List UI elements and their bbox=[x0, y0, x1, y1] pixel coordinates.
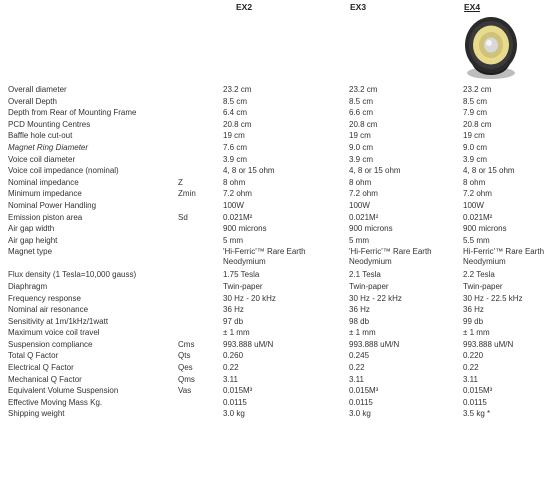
spec-label: Magnet type bbox=[8, 247, 53, 257]
spec-symbol bbox=[178, 201, 223, 213]
spec-value-ex3: 5 mm bbox=[349, 235, 369, 245]
spec-value-ex3: 9.0 cm bbox=[349, 142, 374, 152]
spec-value-ex3: 30 Hz - 22 kHz bbox=[349, 293, 402, 303]
spec-value-ex4: ± 1 mm bbox=[463, 328, 490, 338]
spec-row bbox=[8, 398, 558, 410]
spec-value-ex2: 20.8 cm bbox=[223, 119, 252, 129]
spec-row bbox=[8, 351, 558, 363]
spec-value-ex4: 900 microns bbox=[463, 224, 507, 234]
spec-row bbox=[8, 409, 558, 421]
spec-value-ex2: 3.11 bbox=[223, 374, 238, 384]
spec-value-ex4: 19 cm bbox=[463, 131, 485, 141]
spec-value-ex4: 8.5 cm bbox=[463, 96, 488, 106]
spec-label: Electrical Q Factor bbox=[8, 363, 74, 373]
spec-value-ex3: 6.6 cm bbox=[349, 108, 374, 118]
spec-row bbox=[8, 305, 558, 317]
spec-symbol: Qts bbox=[178, 351, 191, 361]
spec-symbol: Sd bbox=[178, 212, 188, 222]
spec-row bbox=[8, 166, 558, 178]
spec-row bbox=[8, 294, 558, 306]
spec-value-ex4: Twin-paper bbox=[463, 281, 503, 291]
spec-value-ex4: 3.9 cm bbox=[463, 154, 488, 164]
spec-symbol bbox=[178, 108, 223, 120]
spec-symbol bbox=[178, 294, 223, 306]
spec-symbol bbox=[178, 85, 223, 97]
spec-symbol bbox=[178, 317, 223, 329]
spec-row bbox=[8, 282, 558, 294]
spec-value-ex3: 7.2 ohm bbox=[349, 189, 378, 199]
spec-value-ex2: 3.0 kg bbox=[223, 409, 245, 419]
spec-label: Magnet Ring Diameter bbox=[8, 142, 89, 152]
spec-label: Equivalent Volume Suspension bbox=[8, 386, 119, 396]
spec-value-ex3: 100W bbox=[349, 200, 370, 210]
speaker-image[interactable] bbox=[463, 13, 519, 81]
spec-label: Baffle hole cut-out bbox=[8, 131, 73, 141]
spec-value-ex4: 0.220 bbox=[463, 351, 484, 361]
spec-symbol bbox=[178, 131, 223, 143]
spec-row bbox=[8, 108, 558, 120]
spec-label: Frequency response bbox=[8, 293, 81, 303]
spec-value-ex2: 6.4 cm bbox=[223, 108, 248, 118]
spec-value-ex3: 8 ohm bbox=[349, 177, 372, 187]
spec-value-ex3: 3.11 bbox=[349, 374, 364, 384]
spec-label: Diaphragm bbox=[8, 281, 48, 291]
spec-label: Emission piston area bbox=[8, 212, 83, 222]
spec-value-ex4: 0.015M³ bbox=[463, 386, 493, 396]
spec-value-ex3: 2.1 Tesla bbox=[349, 270, 381, 280]
spec-value-ex3: 4, 8 or 15 ohm bbox=[349, 166, 401, 176]
spec-label: Effective Moving Mass Kg. bbox=[8, 397, 103, 407]
spec-label: Maximum voice coil travel bbox=[8, 328, 100, 338]
spec-value-ex3: 0.0115 bbox=[349, 397, 373, 407]
spec-value-ex2: 97 db bbox=[223, 316, 244, 326]
spec-value-ex4: 4, 8 or 15 ohm bbox=[463, 166, 515, 176]
spec-symbol bbox=[178, 97, 223, 109]
spec-value-ex2: 5 mm bbox=[223, 235, 243, 245]
spec-row bbox=[8, 317, 558, 329]
spec-symbol: Qms bbox=[178, 374, 195, 384]
spec-value-ex4: 0.021M² bbox=[463, 212, 493, 222]
spec-value-ex4: 3.11 bbox=[463, 374, 478, 384]
spec-value-ex3: 20.8 cm bbox=[349, 119, 378, 129]
spec-value-ex4: 7.9 cm bbox=[463, 108, 488, 118]
spec-row bbox=[8, 224, 558, 236]
spec-value-ex3: 0.22 bbox=[349, 363, 365, 373]
spec-symbol: Cms bbox=[178, 339, 195, 349]
spec-value-ex2: 8 ohm bbox=[223, 177, 246, 187]
spec-label: Air gap width bbox=[8, 224, 55, 234]
spec-value-ex3: 3.0 kg bbox=[349, 409, 371, 419]
spec-value-ex3: 19 cm bbox=[349, 131, 371, 141]
spec-symbol bbox=[178, 155, 223, 167]
spec-row bbox=[8, 375, 558, 387]
spec-value-ex3: 900 microns bbox=[349, 224, 393, 234]
column-header-ex4[interactable]: EX4 bbox=[464, 2, 481, 12]
spec-row bbox=[8, 120, 558, 132]
spec-label: Suspension compliance bbox=[8, 339, 93, 349]
spec-symbol bbox=[178, 236, 223, 248]
spec-row bbox=[8, 213, 558, 225]
spec-symbol bbox=[178, 409, 223, 421]
spec-symbol bbox=[178, 270, 223, 282]
spec-value-ex3: 0.021M² bbox=[349, 212, 379, 222]
spec-value-ex2: 19 cm bbox=[223, 131, 245, 141]
spec-value-ex2: 993.888 uM/N bbox=[223, 339, 274, 349]
spec-value-ex2: 23.2 cm bbox=[223, 85, 252, 94]
spec-value-ex2: 7.2 ohm bbox=[223, 189, 252, 199]
spec-label: Air gap height bbox=[8, 235, 58, 245]
spec-row bbox=[8, 143, 558, 155]
spec-value-ex3: 0.015M³ bbox=[349, 386, 379, 396]
spec-label: Mechanical Q Factor bbox=[8, 374, 82, 384]
spec-symbol: Qes bbox=[178, 363, 193, 373]
spec-value-ex3: Twin-paper bbox=[349, 281, 389, 291]
spec-symbol: Zmin bbox=[178, 189, 196, 199]
spec-label: Flux density (1 Tesla=10,000 gauss) bbox=[8, 270, 137, 280]
spec-value-ex4: 99 db bbox=[463, 316, 484, 326]
spec-label: Nominal air resonance bbox=[8, 305, 89, 315]
spec-value-ex2: 8.5 cm bbox=[223, 96, 248, 106]
spec-row bbox=[8, 155, 558, 167]
spec-label: Minimum impedance bbox=[8, 189, 82, 199]
spec-value-ex4: 0.0115 bbox=[463, 397, 487, 407]
spec-value-ex2: 0.021M² bbox=[223, 212, 253, 222]
spec-value-ex2: 4, 8 or 15 ohm bbox=[223, 166, 275, 176]
spec-table bbox=[8, 85, 558, 421]
spec-label: PCD Mounting Centres bbox=[8, 119, 91, 129]
spec-value-ex2: 36 Hz bbox=[223, 305, 244, 315]
spec-value-ex3: 993.888 uM/N bbox=[349, 339, 400, 349]
spec-symbol bbox=[178, 143, 223, 155]
spec-row bbox=[8, 189, 558, 201]
spec-value-ex4: 36 Hz bbox=[463, 305, 484, 315]
spec-value-ex4: 100W bbox=[463, 200, 484, 210]
spec-symbol bbox=[178, 120, 223, 132]
spec-value-ex2: 3.9 cm bbox=[223, 154, 248, 164]
spec-label: Overall Depth bbox=[8, 96, 57, 106]
spec-value-ex2: 0.015M³ bbox=[223, 386, 253, 396]
spec-value-ex2: 7.6 cm bbox=[223, 142, 248, 152]
spec-row bbox=[8, 85, 558, 97]
spec-row bbox=[8, 386, 558, 398]
spec-symbol bbox=[178, 247, 223, 270]
spec-symbol bbox=[178, 398, 223, 410]
spec-value-ex4: 7.2 ohm bbox=[463, 189, 492, 199]
spec-value-ex3: 0.245 bbox=[349, 351, 370, 361]
spec-row bbox=[8, 201, 558, 213]
spec-value-ex2: ± 1 mm bbox=[223, 328, 250, 338]
spec-value-ex3: 3.9 cm bbox=[349, 154, 374, 164]
spec-label: Voice coil diameter bbox=[8, 154, 76, 164]
spec-value-ex4: 3.5 kg * bbox=[463, 409, 491, 419]
spec-value-ex2: 30 Hz - 20 kHz bbox=[223, 293, 276, 303]
spec-row bbox=[8, 97, 558, 109]
spec-value-ex3: 98 db bbox=[349, 316, 370, 326]
spec-value-ex3: 8.5 cm bbox=[349, 96, 374, 106]
spec-value-ex2: Twin-paper bbox=[223, 281, 263, 291]
spec-value-ex4: Hi-Ferric'™ Rare Earth Neodymium bbox=[463, 247, 545, 267]
spec-value-ex2: 100W bbox=[223, 200, 244, 210]
spec-value-ex2: 0.0115 bbox=[223, 397, 247, 407]
spec-value-ex2: 0.260 bbox=[223, 351, 244, 361]
spec-label: Sensitivity at 1m/1kHz/1watt bbox=[8, 316, 109, 326]
spec-value-ex3: 'Hi-Ferric'™ Rare Earth Neodymium bbox=[349, 247, 432, 267]
spec-value-ex2: 900 microns bbox=[223, 224, 267, 234]
spec-row bbox=[8, 178, 558, 190]
spec-label: Nominal Power Handling bbox=[8, 200, 97, 210]
spec-row bbox=[8, 247, 558, 270]
spec-value-ex4: 5.5 mm bbox=[463, 235, 490, 245]
spec-value-ex2: 'Hi-Ferric'™ Rare Earth Neodymium bbox=[223, 247, 306, 267]
spec-label: Nominal impedance bbox=[8, 177, 79, 187]
spec-value-ex4: 2.2 Tesla bbox=[463, 270, 495, 280]
spec-symbol bbox=[178, 166, 223, 178]
spec-symbol: Z bbox=[178, 177, 183, 187]
spec-symbol bbox=[178, 282, 223, 294]
spec-label: Shipping weight bbox=[8, 409, 65, 419]
spec-symbol: Vas bbox=[178, 386, 192, 396]
column-header-ex2: EX2 bbox=[236, 2, 253, 12]
spec-value-ex3: ± 1 mm bbox=[349, 328, 376, 338]
spec-row bbox=[8, 131, 558, 143]
spec-row bbox=[8, 363, 558, 375]
spec-value-ex4: 8 ohm bbox=[463, 177, 486, 187]
spec-row bbox=[8, 236, 558, 248]
spec-value-ex4: 9.0 cm bbox=[463, 142, 488, 152]
spec-row bbox=[8, 270, 558, 282]
spec-value-ex4: 20.8 cm bbox=[463, 119, 492, 129]
spec-value-ex2: 0.22 bbox=[223, 363, 239, 373]
spec-symbol bbox=[178, 305, 223, 317]
spec-value-ex4: 0.22 bbox=[463, 363, 479, 373]
spec-value-ex3: 23.2 cm bbox=[349, 85, 378, 94]
spec-value-ex2: 1.75 Tesla bbox=[223, 270, 260, 280]
spec-symbol bbox=[178, 328, 223, 340]
spec-symbol bbox=[178, 224, 223, 236]
spec-value-ex4: 23.2 cm bbox=[463, 85, 492, 94]
spec-label: Voice coil impedance (nominal) bbox=[8, 166, 119, 176]
spec-value-ex4: 993.888 uM/N bbox=[463, 339, 514, 349]
spec-label: Depth from Rear of Mounting Frame bbox=[8, 108, 137, 118]
spec-row bbox=[8, 328, 558, 340]
spec-value-ex3: 36 Hz bbox=[349, 305, 370, 315]
spec-row bbox=[8, 340, 558, 352]
column-header-ex3: EX3 bbox=[350, 2, 367, 12]
spec-label: Overall diameter bbox=[8, 85, 67, 94]
spec-value-ex4: 30 Hz - 22.5 kHz bbox=[463, 293, 523, 303]
spec-label: Total Q Factor bbox=[8, 351, 59, 361]
